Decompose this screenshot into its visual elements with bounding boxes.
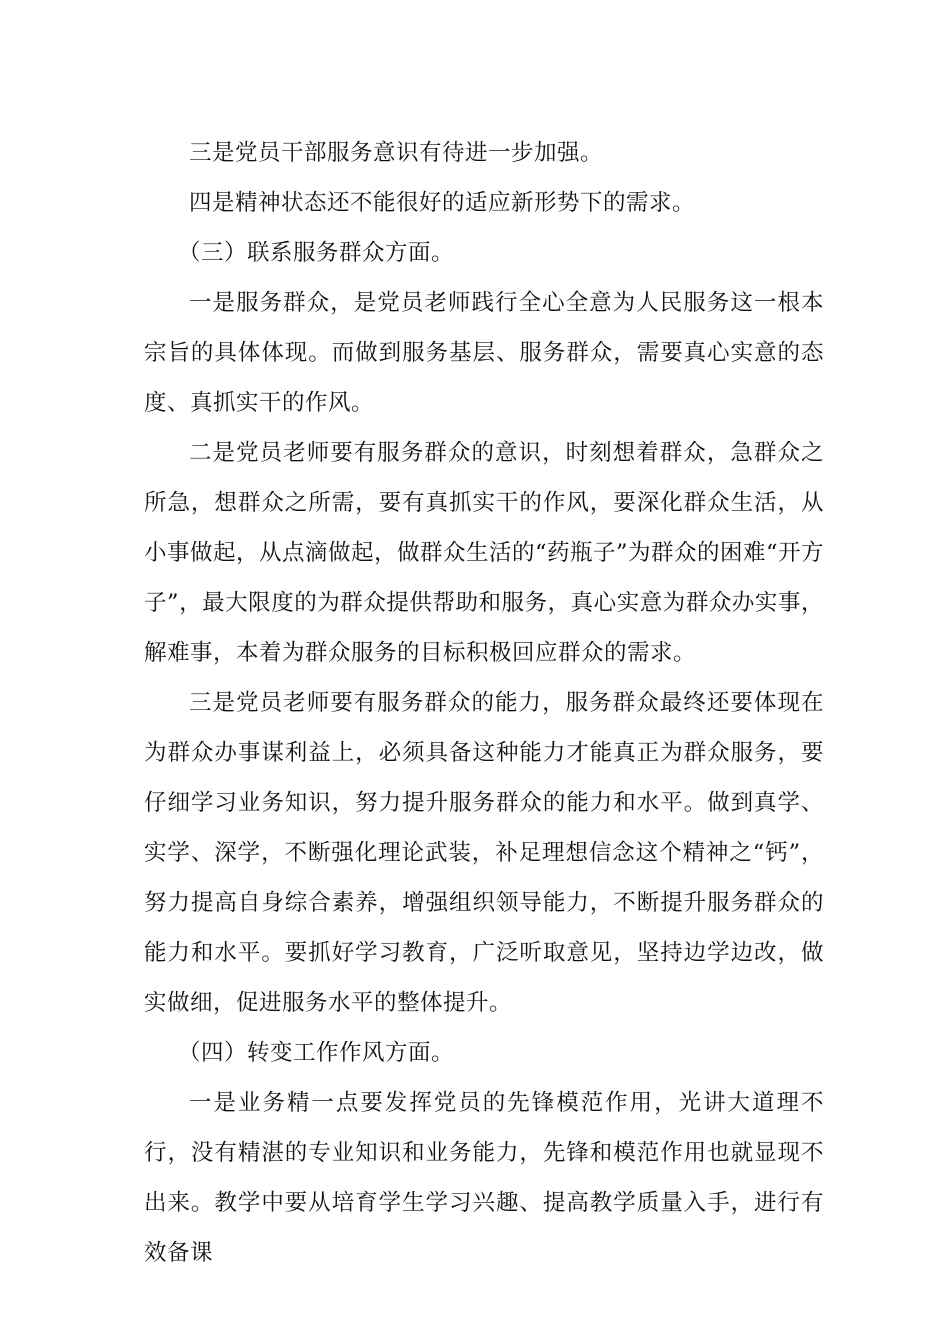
paragraph-mental-state: 四是精神状态还不能很好的适应新形势下的需求。: [189, 190, 696, 216]
section-heading-contact-masses: （三）联系服务群众方面。: [178, 240, 455, 266]
paragraph-serve-masses-3: 三是党员老师要有服务群众的能力，服务群众最终还要体现在为群众办事谋利益上，必须具备这种能力才能真正为群众服务，要仔细学习业务知识，努力提升服务群众的能力和水平。做到真学、实学、深学，不断强化理论武装，补足理想信念这个精神之“钙”，努力提高自身综合素养，增强组织领导能力，不断提升服务群众的能力和水平。要抓好学习教育，广泛听取意见，坚持边学边改，做实做细，促进服务水平的整体提升。: [144, 690, 824, 1016]
paragraph-serve-masses-1: 一是服务群众，是党员老师践行全心全意为人民服务这一根本宗旨的具体体现。而做到服务基层、服务群众，需要真心实意的态度、真抓实干的作风。: [144, 290, 824, 416]
paragraph-work-style-1: 一是业务精一点要发挥党员的先锋模范作用，光讲大道理不行，没有精湛的专业知识和业务能力，先锋和模范作用也就显现不出来。教学中要从培育学生学习兴趣、提高教学质量入手，进行有效备课: [144, 1090, 824, 1266]
paragraph-serve-masses-2: 二是党员老师要有服务群众的意识，时刻想着群众，急群众之所急，想群众之所需，要有真抓实干的作风，要深化群众生活，从小事做起，从点滴做起，做群众生活的“药瓶子”为群众的困难“开方子”，最大限度的为群众提供帮助和服务，真心实意为群众办实事，解难事，本着为群众服务的目标积极回应群众的需求。: [144, 440, 825, 666]
section-heading-work-style: （四）转变工作作风方面。: [178, 1040, 455, 1066]
document-body: [144, 128, 824, 1278]
paragraph-service-awareness: 三是党员干部服务意识有待进一步加强。: [189, 140, 604, 166]
